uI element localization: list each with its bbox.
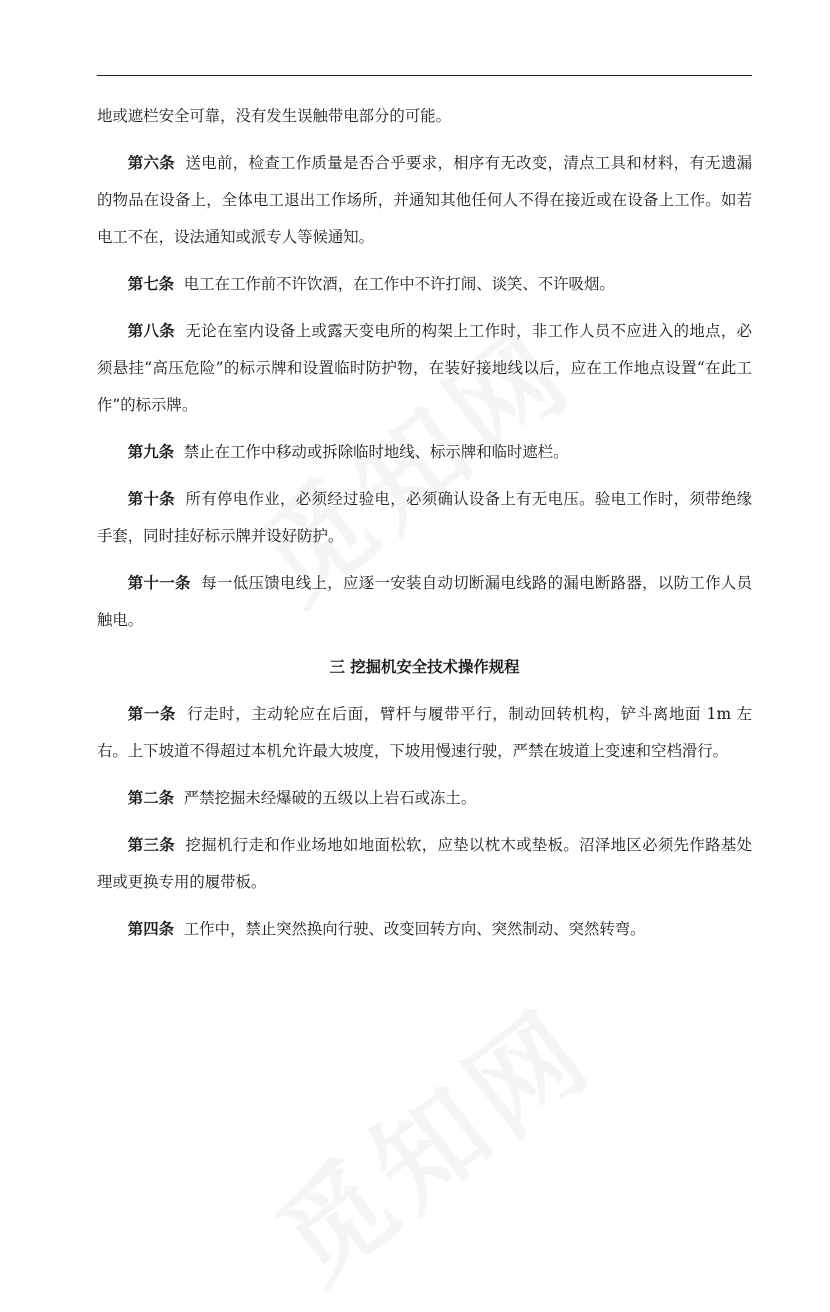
article-paragraph: [97, 481, 752, 555]
article-text: 工作中，禁止突然换向行驶、改变回转方向、突然制动、突然转弯。: [183, 920, 646, 938]
article-text: 禁止在工作中移动或拆除临时地线、标示牌和临时遮栏。: [183, 443, 569, 461]
watermark: [240, 966, 621, 1312]
article-paragraph: [97, 696, 752, 770]
article-text: 无论在室内设备上或露天变电所的构架上工作时，非工作人员不应进入的地点，必须悬挂“高压危险”的标示牌和设置临时防护物，在装好接地线以后，应在工作地点设置“在此工作”的标示牌。: [97, 322, 752, 414]
article-paragraph: [97, 145, 752, 256]
article-paragraph: [97, 266, 752, 303]
article-label: 第六条: [127, 154, 176, 172]
section-title: 三 挖掘机安全技术操作规程: [329, 658, 520, 676]
article-label: 第九条: [127, 443, 174, 461]
article-paragraph: [97, 434, 752, 471]
document-body: [97, 98, 752, 958]
article-paragraph: [97, 780, 752, 817]
article-paragraph: [97, 827, 752, 901]
article-label: 第十一条: [127, 574, 191, 592]
article-label: 第一条: [127, 705, 176, 723]
article-text: 行走时，主动轮应在后面，臂杆与履带平行，制动回转机构，铲斗离地面 1m 左右。上下坡道不得超过本机允许最大坡度，下坡用慢速行驶，严禁在坡道上变速和空档滑行。: [97, 705, 752, 760]
article-label: 第四条: [127, 920, 174, 938]
article-paragraph: [97, 565, 752, 639]
article-text: 每一低压馈电线上，应逐一安装自动切断漏电线路的漏电断路器，以防工作人员触电。: [97, 574, 752, 629]
header-rule: [97, 75, 752, 76]
article-paragraph: [97, 911, 752, 948]
article-label: 第八条: [127, 322, 176, 340]
paragraph: 地或遮栏安全可靠，没有发生误触带电部分的可能。: [97, 107, 451, 125]
article-text: 所有停电作业，必须经过验电，必须确认设备上有无电压。验电工作时，须带绝缘手套，同时挂好标示牌并设好防护。: [97, 490, 752, 545]
article-label: 第七条: [127, 275, 174, 293]
article-label: 第十条: [127, 490, 176, 508]
article-paragraph: [97, 313, 752, 424]
article-label: 第三条: [127, 836, 176, 854]
article-text: 挖掘机行走和作业场地如地面松软，应垫以枕木或垫板。沼泽地区必须先作路基处理或更换专用的履带板。: [97, 836, 752, 891]
article-text: 送电前，检查工作质量是否合乎要求，相序有无改变，清点工具和材料，有无遗漏的物品在设备上，全体电工退出工作场所，并通知其他任何人不得在接近或在设备上工作。如若电工不在，设法通知或派专人等候通知。: [97, 154, 752, 246]
article-text: 严禁挖掘未经爆破的五级以上岩石或冻土。: [183, 789, 477, 807]
article-label: 第二条: [127, 789, 174, 807]
article-text: 电工在工作前不许饮酒，在工作中不许打闹、谈笑、不许吸烟。: [183, 275, 615, 293]
